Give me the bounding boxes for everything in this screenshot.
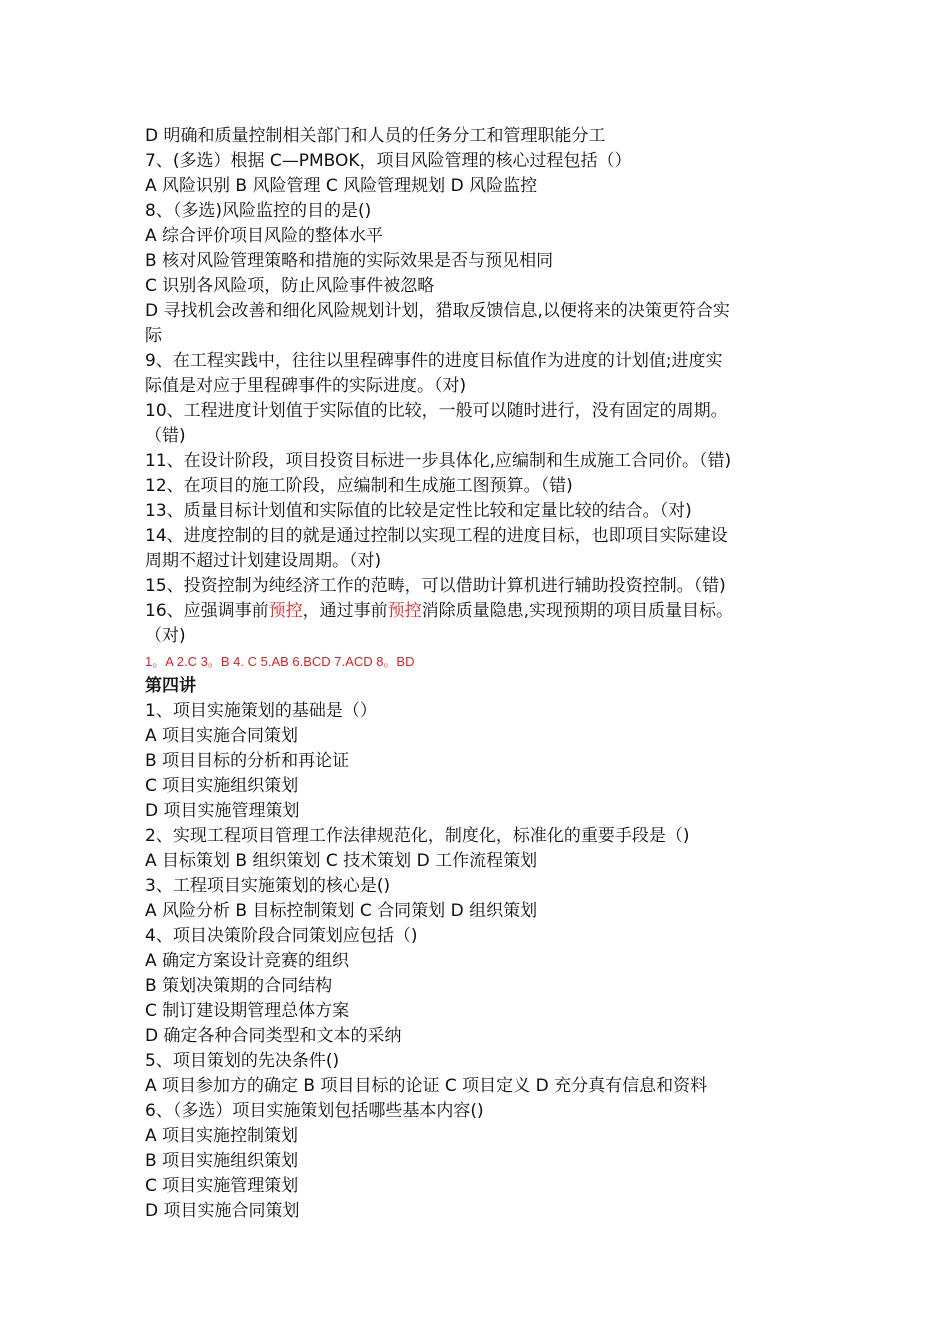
- text-line: 际值是对应于里程碑事件的实际进度。（对): [145, 376, 467, 396]
- text-line: A 项目实施合同策划: [145, 726, 299, 746]
- text-line: （错): [145, 426, 186, 446]
- text-line: 周期不超过计划建设周期。（对): [145, 551, 382, 571]
- text-line: 13、质量目标计划值和实际值的比较是定性比较和定量比较的结合。（对): [145, 501, 692, 521]
- document-body: [145, 124, 810, 1224]
- text-line: 6、（多选）项目实施策划包括哪些基本内容(): [145, 1101, 484, 1121]
- text-line: D 确定各种合同类型和文本的采纳: [145, 1026, 402, 1046]
- text-line: 3、工程项目实施策划的核心是(): [145, 876, 391, 896]
- question-block-lecture-4: [145, 699, 810, 1224]
- text-line: 5、项目策划的先决条件(): [145, 1051, 340, 1071]
- text-line: C 项目实施管理策划: [145, 1176, 299, 1196]
- text-line: A 项目实施控制策划: [145, 1126, 299, 1146]
- text-line: 4、项目决策阶段合同策划应包括（): [145, 926, 418, 946]
- question-16-line-1: [145, 599, 810, 624]
- text-line: 15、投资控制为纯经济工作的范畴，可以借助计算机进行辅助投资控制。（错): [145, 576, 726, 596]
- text-line: B 策划决策期的合同结构: [145, 976, 333, 996]
- text-line: A 风险分析 B 目标控制策划 C 合同策划 D 组织策划: [145, 901, 538, 921]
- text-line: D 项目实施合同策划: [145, 1201, 300, 1221]
- text-line: 12、在项目的施工阶段，应编制和生成施工图预算。（错): [145, 476, 573, 496]
- question-16-line-2: （对): [145, 626, 186, 646]
- text-line: C 制订建设期管理总体方案: [145, 1001, 350, 1021]
- text-line: 9、在工程实践中，往往以里程碑事件的进度目标值作为进度的计划值;进度实: [145, 351, 723, 371]
- text-line: C 识别各风险项，防止风险事件被忽略: [145, 276, 435, 296]
- text-line: 7、(多选）根据 C—PMBOK，项目风险管理的核心过程包括（）: [145, 151, 632, 171]
- text-line: 1、项目实施策划的基础是（）: [145, 701, 377, 721]
- text-line: 2、实现工程项目管理工作法律规范化，制度化，标准化的重要手段是（): [145, 826, 690, 846]
- text-line: B 核对风险管理策略和措施的实际效果是否与预见相同: [145, 251, 554, 271]
- section-heading: 第四讲: [145, 676, 196, 696]
- text-line: 11、在设计阶段，项目投资目标进一步具体化,应编制和生成施工合同价。（错): [145, 451, 732, 471]
- text-line: 10、工程进度计划值于实际值的比较，一般可以随时进行，没有固定的周期。: [145, 401, 728, 421]
- text-line: C 项目实施组织策划: [145, 776, 299, 796]
- text-line: A 项目参加方的确定 B 项目目标的论证 C 项目定义 D 充分真有信息和资料: [145, 1076, 708, 1096]
- answer-key: 1。A 2.C 3。B 4. C 5.AB 6.BCD 7.ACD 8。BD: [145, 654, 415, 669]
- highlight-term: 预控: [387, 601, 422, 621]
- text-line: A 确定方案设计竞赛的组织: [145, 951, 350, 971]
- question-16-text-1: 16、应强调事前: [145, 601, 269, 621]
- text-line: A 风险识别 B 风险管理 C 风险管理规划 D 风险监控: [145, 176, 538, 196]
- text-line: A 目标策划 B 组织策划 C 技术策划 D 工作流程策划: [145, 851, 538, 871]
- text-line: B 项目目标的分析和再论证: [145, 751, 350, 771]
- highlight-term: 预控: [268, 601, 303, 621]
- question-16-text-3: 消除质量隐患,实现预期的项目质量目标。: [421, 601, 734, 621]
- question-16-text-2: ，通过事前: [302, 601, 388, 621]
- question-block-lecture-3: [145, 124, 810, 599]
- text-line: 8、（多选)风险监控的目的是(): [145, 201, 372, 221]
- text-line: A 综合评价项目风险的整体水平: [145, 226, 384, 246]
- text-line: 际: [145, 326, 162, 346]
- text-line: D 明确和质量控制相关部门和人员的任务分工和管理职能分工: [145, 126, 606, 146]
- text-line: D 寻找机会改善和细化风险规划计划，猎取反馈信息,以便将来的决策更符合实: [145, 301, 730, 321]
- text-line: 14、进度控制的目的就是通过控制以实现工程的进度目标，也即项目实际建设: [145, 526, 728, 546]
- text-line: B 项目实施组织策划: [145, 1151, 299, 1171]
- text-line: D 项目实施管理策划: [145, 801, 300, 821]
